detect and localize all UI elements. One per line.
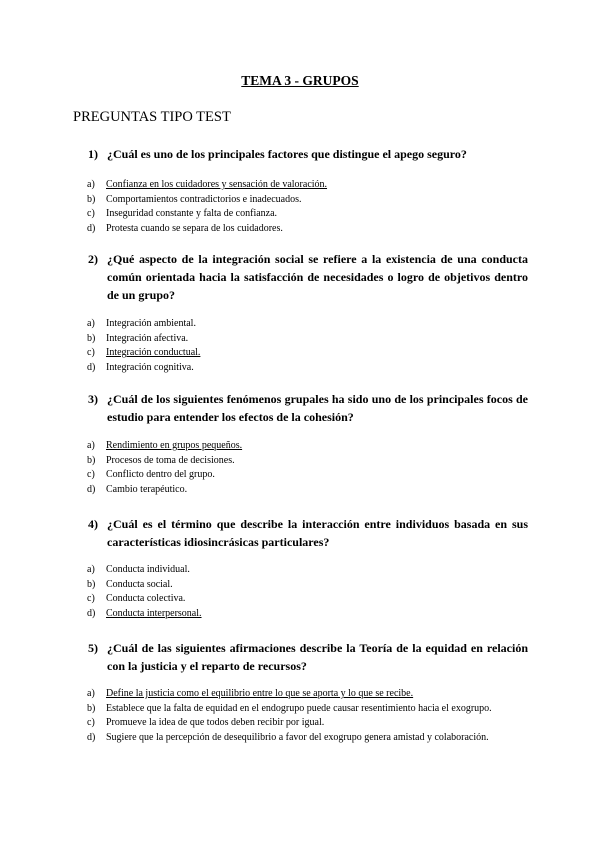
- question-text: ¿Qué aspecto de la integración social se refiere a la existencia de una conducta común orientada hacia la satisfacción de necesidades o logro de objetivos dentro de un grupo?: [107, 252, 528, 302]
- option-text-correct: Conducta interpersonal.: [106, 607, 202, 619]
- option-letter: d): [87, 483, 96, 495]
- options-list: [87, 178, 528, 236]
- option-a: [87, 563, 528, 578]
- option-letter: a): [87, 440, 95, 451]
- option-c: [87, 716, 528, 731]
- option-text: Comportamientos contradictorios e inadecuados.: [106, 193, 302, 205]
- option-a: [87, 439, 528, 454]
- option-b: [87, 332, 528, 347]
- option-letter: a): [87, 318, 95, 329]
- option-text: Promueve la idea de que todos deben recibir por igual.: [106, 717, 325, 729]
- options-list: [87, 687, 528, 745]
- question-header: [88, 145, 528, 163]
- option-c: [87, 468, 528, 483]
- option-a: [87, 687, 528, 702]
- option-letter: a): [87, 564, 95, 575]
- question-header: [88, 390, 528, 426]
- option-letter: b): [87, 578, 96, 590]
- option-letter: b): [87, 193, 96, 205]
- option-a: [87, 178, 528, 193]
- option-d: [87, 483, 528, 498]
- option-letter: c): [87, 593, 95, 605]
- section-heading: PREGUNTAS TIPO TEST: [73, 109, 231, 125]
- option-text: Conflicto dentro del grupo.: [106, 469, 215, 481]
- option-b: [87, 702, 528, 717]
- question-number: 3): [88, 392, 98, 406]
- option-letter: c): [87, 717, 95, 729]
- question-4: [87, 515, 528, 619]
- option-text: Cambio terapéutico.: [106, 483, 188, 495]
- option-b: [87, 193, 528, 208]
- option-d: [87, 222, 528, 237]
- option-d: [87, 607, 528, 622]
- option-c: [87, 592, 528, 607]
- question-header: [88, 250, 528, 304]
- option-text: Inseguridad constante y falta de confianza.: [106, 208, 278, 220]
- question-text: ¿Cuál es uno de los principales factores que distingue el apego seguro?: [107, 147, 467, 161]
- option-letter: c): [87, 208, 95, 220]
- option-text-correct: Integración conductual.: [106, 347, 201, 359]
- option-letter: c): [87, 469, 95, 481]
- option-letter: b): [87, 454, 96, 466]
- option-text-correct: Confianza en los cuidadores y sensación de valoración.: [106, 179, 328, 190]
- option-c: [87, 346, 528, 361]
- option-letter: c): [87, 347, 95, 359]
- option-text: Sugiere que la percepción de desequilibrio a favor del exogrupo genera amistad y colaboración.: [106, 731, 489, 743]
- question-5: [87, 639, 528, 743]
- option-text-correct: Rendimiento en grupos pequeños.: [106, 440, 243, 451]
- option-letter: d): [87, 731, 96, 743]
- option-letter: b): [87, 702, 96, 714]
- options-list: [87, 439, 528, 497]
- option-text: Conducta colectiva.: [106, 593, 186, 605]
- page-title: TEMA 3 - GRUPOS: [241, 73, 359, 88]
- question-text: ¿Cuál de los siguientes fenómenos grupales ha sido uno de los principales focos de estudio para entender los efectos de la cohesión?: [107, 392, 528, 424]
- question-number: 2): [88, 252, 98, 266]
- question-2: [87, 250, 528, 373]
- option-letter: d): [87, 361, 96, 373]
- option-letter: b): [87, 332, 96, 344]
- option-text: Protesta cuando se separa de los cuidadores.: [106, 222, 283, 234]
- option-letter: d): [87, 222, 96, 234]
- option-letter: a): [87, 179, 95, 190]
- option-c: [87, 207, 528, 222]
- question-number: 5): [88, 641, 98, 655]
- question-text: ¿Cuál es el término que describe la interacción entre individuos basada en sus características idiosincrásicas particulares?: [107, 517, 528, 549]
- option-text: Conducta social.: [106, 578, 173, 590]
- option-b: [87, 454, 528, 469]
- question-number: 1): [88, 147, 98, 161]
- option-text-correct: Define la justicia como el equilibrio entre lo que se aporta y lo que se recibe.: [106, 688, 414, 699]
- question-header: [88, 639, 528, 675]
- option-text: Procesos de toma de decisiones.: [106, 454, 235, 466]
- option-b: [87, 578, 528, 593]
- question-header: [88, 515, 528, 551]
- question-number: 4): [88, 517, 98, 531]
- option-letter: a): [87, 688, 95, 699]
- options-list: [87, 317, 528, 375]
- question-text: ¿Cuál de las siguientes afirmaciones describe la Teoría de la equidad en relación con la justicia y el reparto de recursos?: [107, 641, 528, 673]
- options-list: [87, 563, 528, 621]
- option-text: Integración ambiental.: [106, 318, 196, 329]
- option-text: Integración cognitiva.: [106, 361, 194, 373]
- option-letter: d): [87, 607, 96, 619]
- option-d: [87, 731, 528, 746]
- question-3: [87, 390, 528, 495]
- option-text: Integración afectiva.: [106, 332, 189, 344]
- option-d: [87, 361, 528, 376]
- question-1: [87, 145, 528, 234]
- option-text: Establece que la falta de equidad en el endogrupo puede causar resentimiento hacia el exogrupo.: [106, 702, 492, 714]
- option-a: [87, 317, 528, 332]
- option-text: Conducta individual.: [106, 564, 190, 575]
